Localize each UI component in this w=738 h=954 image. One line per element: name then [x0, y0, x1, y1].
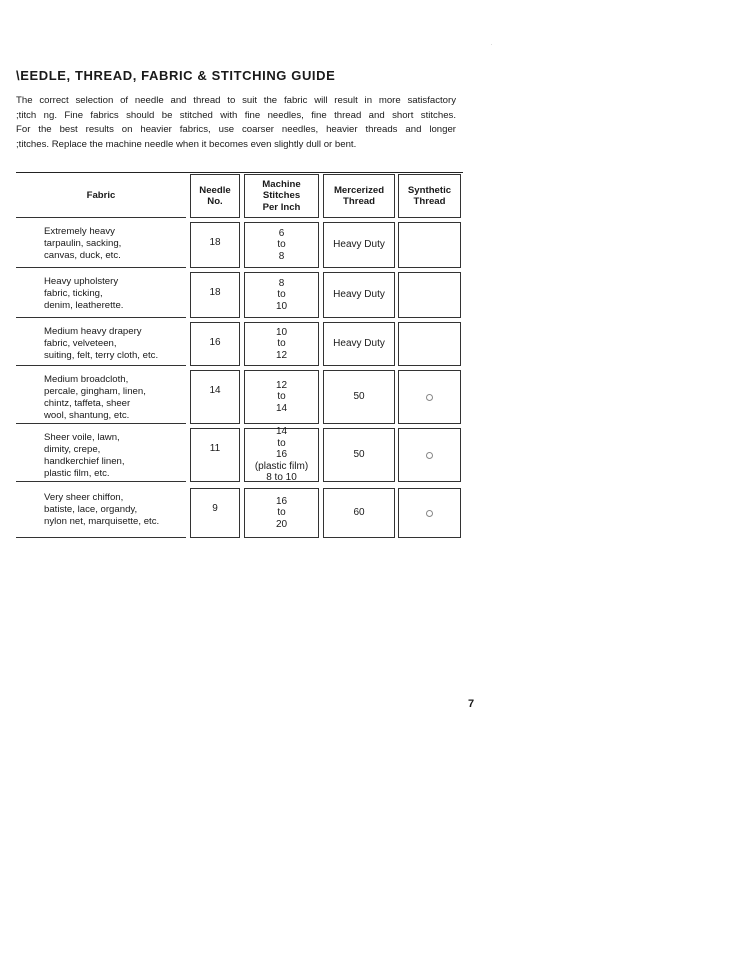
intro-line: For the best results on heavier fabrics, use coarser needles, heavier threads and longer [16, 124, 456, 136]
stitches-cell [244, 428, 319, 482]
stitches-cell [244, 272, 319, 318]
stitches-line: 14 [275, 426, 288, 438]
stitches-line: 20 [275, 518, 288, 530]
needle-number: 11 [209, 443, 221, 454]
mercerized-cell [323, 272, 395, 318]
needle-number: 18 [209, 287, 221, 298]
fabric-line: tarpaulin, sacking, [44, 238, 122, 249]
mercerized-value: Heavy Duty [333, 239, 385, 250]
fabric-line: Very sheer chiffon, [44, 492, 124, 503]
stitches-cell [244, 488, 319, 538]
fabric-line: handkerchief linen, [44, 456, 125, 467]
header-stitches-line: Stitches [262, 190, 301, 202]
fabric-line: fabric, velveteen, [44, 338, 117, 349]
fabric-line: nylon net, marquisette, etc. [44, 516, 160, 527]
stitches-line: 16 [275, 495, 288, 507]
mercerized-cell [323, 488, 395, 538]
fabric-cell [16, 222, 186, 268]
synthetic-cell [398, 488, 461, 538]
fabric-line: canvas, duck, etc. [44, 250, 121, 261]
synthetic-cell [398, 222, 461, 268]
mercerized-cell [323, 428, 395, 482]
stitches-line: to [277, 289, 286, 301]
needle-cell [190, 370, 240, 424]
stitches-line: 12 [275, 349, 288, 361]
stitches-line: 10 [275, 300, 288, 312]
header-stitches-line: Machine [262, 178, 301, 190]
needle-number: 18 [209, 237, 221, 248]
mercerized-value: 50 [353, 391, 365, 402]
stitches-line: 6 [278, 227, 285, 239]
stitches-line: to [277, 239, 286, 251]
synthetic-cell [398, 272, 461, 318]
header-mercerized [323, 174, 395, 218]
needle-number: 16 [209, 337, 221, 348]
fabric-line: chintz, taffeta, sheer [44, 398, 131, 409]
header-mercerized-line: Mercerized [333, 184, 385, 196]
stitches-cell [244, 222, 319, 268]
fabric-line: Extremely heavy [44, 226, 115, 237]
stitches-line: 12 [275, 379, 288, 391]
stitches-line: 10 [275, 326, 288, 338]
synthetic-cell [398, 428, 461, 482]
stitches-cell [244, 370, 319, 424]
intro-line: ;titch ng. Fine fabrics should be stitched with fine needles, fine thread and short stitches. [16, 109, 456, 121]
mercerized-value: 50 [353, 449, 365, 460]
header-mercerized-line: Thread [343, 196, 375, 207]
needle-cell [190, 428, 240, 482]
intro-line: The correct selection of needle and thread to suit the fabric will result in more satisfactory [16, 95, 456, 106]
fabric-cell [16, 272, 186, 318]
fabric-line: suiting, felt, terry cloth, etc. [44, 350, 159, 361]
fabric-line: batiste, lace, organdy, [44, 504, 138, 515]
fabric-line: dimity, crepe, [44, 444, 101, 455]
scan-speck [491, 44, 492, 45]
header-synthetic [398, 174, 461, 218]
fabric-line: denim, leatherette. [44, 300, 124, 311]
stitches-cell [244, 322, 319, 366]
needle-cell [190, 488, 240, 538]
fabric-line: percale, gingham, linen, [44, 386, 146, 397]
header-synthetic-line: Synthetic [407, 184, 452, 196]
page-title: \EEDLE, THREAD, FABRIC & STITCHING GUIDE [16, 68, 336, 83]
table-top-rule [16, 172, 463, 173]
stitches-line: (plastic film) [254, 460, 309, 472]
mercerized-cell [323, 322, 395, 366]
header-needle-line: No. [207, 196, 223, 207]
fabric-line: Heavy upholstery [44, 276, 119, 287]
header-stitches [244, 174, 319, 218]
needle-cell [190, 322, 240, 366]
stitches-line: 14 [275, 402, 288, 414]
fabric-cell [16, 322, 186, 366]
synthetic-cell [398, 322, 461, 366]
header-needle [190, 174, 240, 218]
needle-number: 9 [212, 503, 218, 514]
fabric-line: fabric, ticking, [44, 288, 103, 299]
stitches-line: 16 [275, 449, 288, 461]
fabric-cell [16, 370, 186, 424]
mercerized-cell [323, 222, 395, 268]
stitches-line: to [277, 507, 286, 519]
fabric-line: Medium broadcloth, [44, 374, 129, 385]
fabric-cell [16, 428, 186, 482]
header-stitches-line: Per Inch [262, 201, 301, 213]
needle-number: 14 [209, 385, 221, 396]
header-synthetic-line: Thread [413, 196, 446, 207]
synthetic-cell [398, 370, 461, 424]
circle-icon [426, 452, 433, 459]
header-fabric: Fabric [16, 174, 186, 218]
circle-icon [426, 510, 433, 517]
mercerized-value: 60 [353, 507, 365, 518]
mercerized-cell [323, 370, 395, 424]
fabric-line: Medium heavy drapery [44, 326, 142, 337]
circle-icon [426, 394, 433, 401]
stitches-line: 8 [278, 277, 285, 289]
fabric-line: wool, shantung, etc. [44, 410, 130, 421]
mercerized-value: Heavy Duty [333, 338, 385, 349]
stitches-line: to [277, 391, 286, 403]
stitches-line: to [277, 437, 286, 449]
header-needle-line: Needle [199, 184, 231, 196]
mercerized-value: Heavy Duty [333, 289, 385, 300]
intro-paragraph [16, 94, 456, 152]
intro-line: ;titches. Replace the machine needle when it becomes even slightly dull or bent. [16, 138, 357, 150]
fabric-line: Sheer voile, lawn, [44, 432, 120, 443]
fabric-cell [16, 488, 186, 538]
stitches-line: to [277, 338, 286, 350]
needle-cell [190, 272, 240, 318]
needle-cell [190, 222, 240, 268]
fabric-line: plastic film, etc. [44, 468, 110, 479]
stitches-line: 8 [278, 250, 285, 262]
page-number: 7 [468, 698, 475, 710]
stitches-line: 8 to 10 [266, 472, 297, 484]
